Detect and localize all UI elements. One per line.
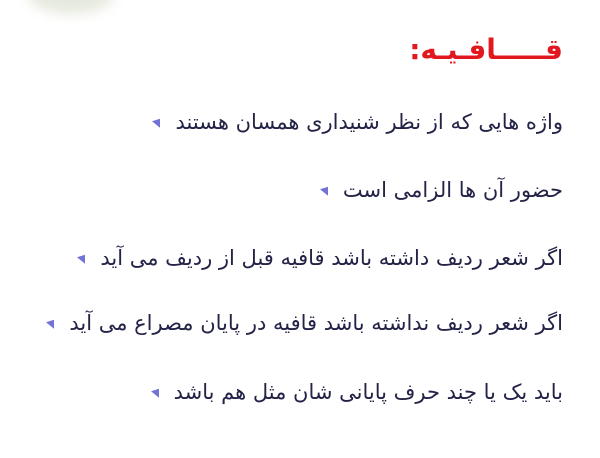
bullet-line <box>0 304 563 342</box>
bullet-line <box>0 103 563 141</box>
arrowhead-bullet-icon <box>77 253 85 263</box>
arrowhead-bullet-icon <box>320 185 328 195</box>
bullet-text: حضور آن ها الزامی است <box>342 178 563 202</box>
bullet-line <box>0 171 563 209</box>
slide-title: قـــــافـيـه: <box>409 33 563 66</box>
bullet-text: واژه هایی که از نظر شنیداری همسان هستند <box>175 110 563 134</box>
bullet-text: باید یک یا چند حرف پایانی شان مثل هم باشد <box>173 380 563 404</box>
arrowhead-bullet-icon <box>46 318 54 328</box>
bullet-line <box>0 239 563 277</box>
bullet-line <box>0 373 563 411</box>
bullet-text: اگر شعر ردیف نداشته باشد قافیه در پایان مصراع می آید <box>69 311 563 335</box>
arrowhead-bullet-icon <box>151 387 159 397</box>
top-left-blob-decoration <box>28 0 114 14</box>
bullet-text: اگر شعر ردیف داشته باشد قافیه قبل از ردیف می آید <box>100 246 563 270</box>
arrowhead-bullet-icon <box>152 117 160 127</box>
